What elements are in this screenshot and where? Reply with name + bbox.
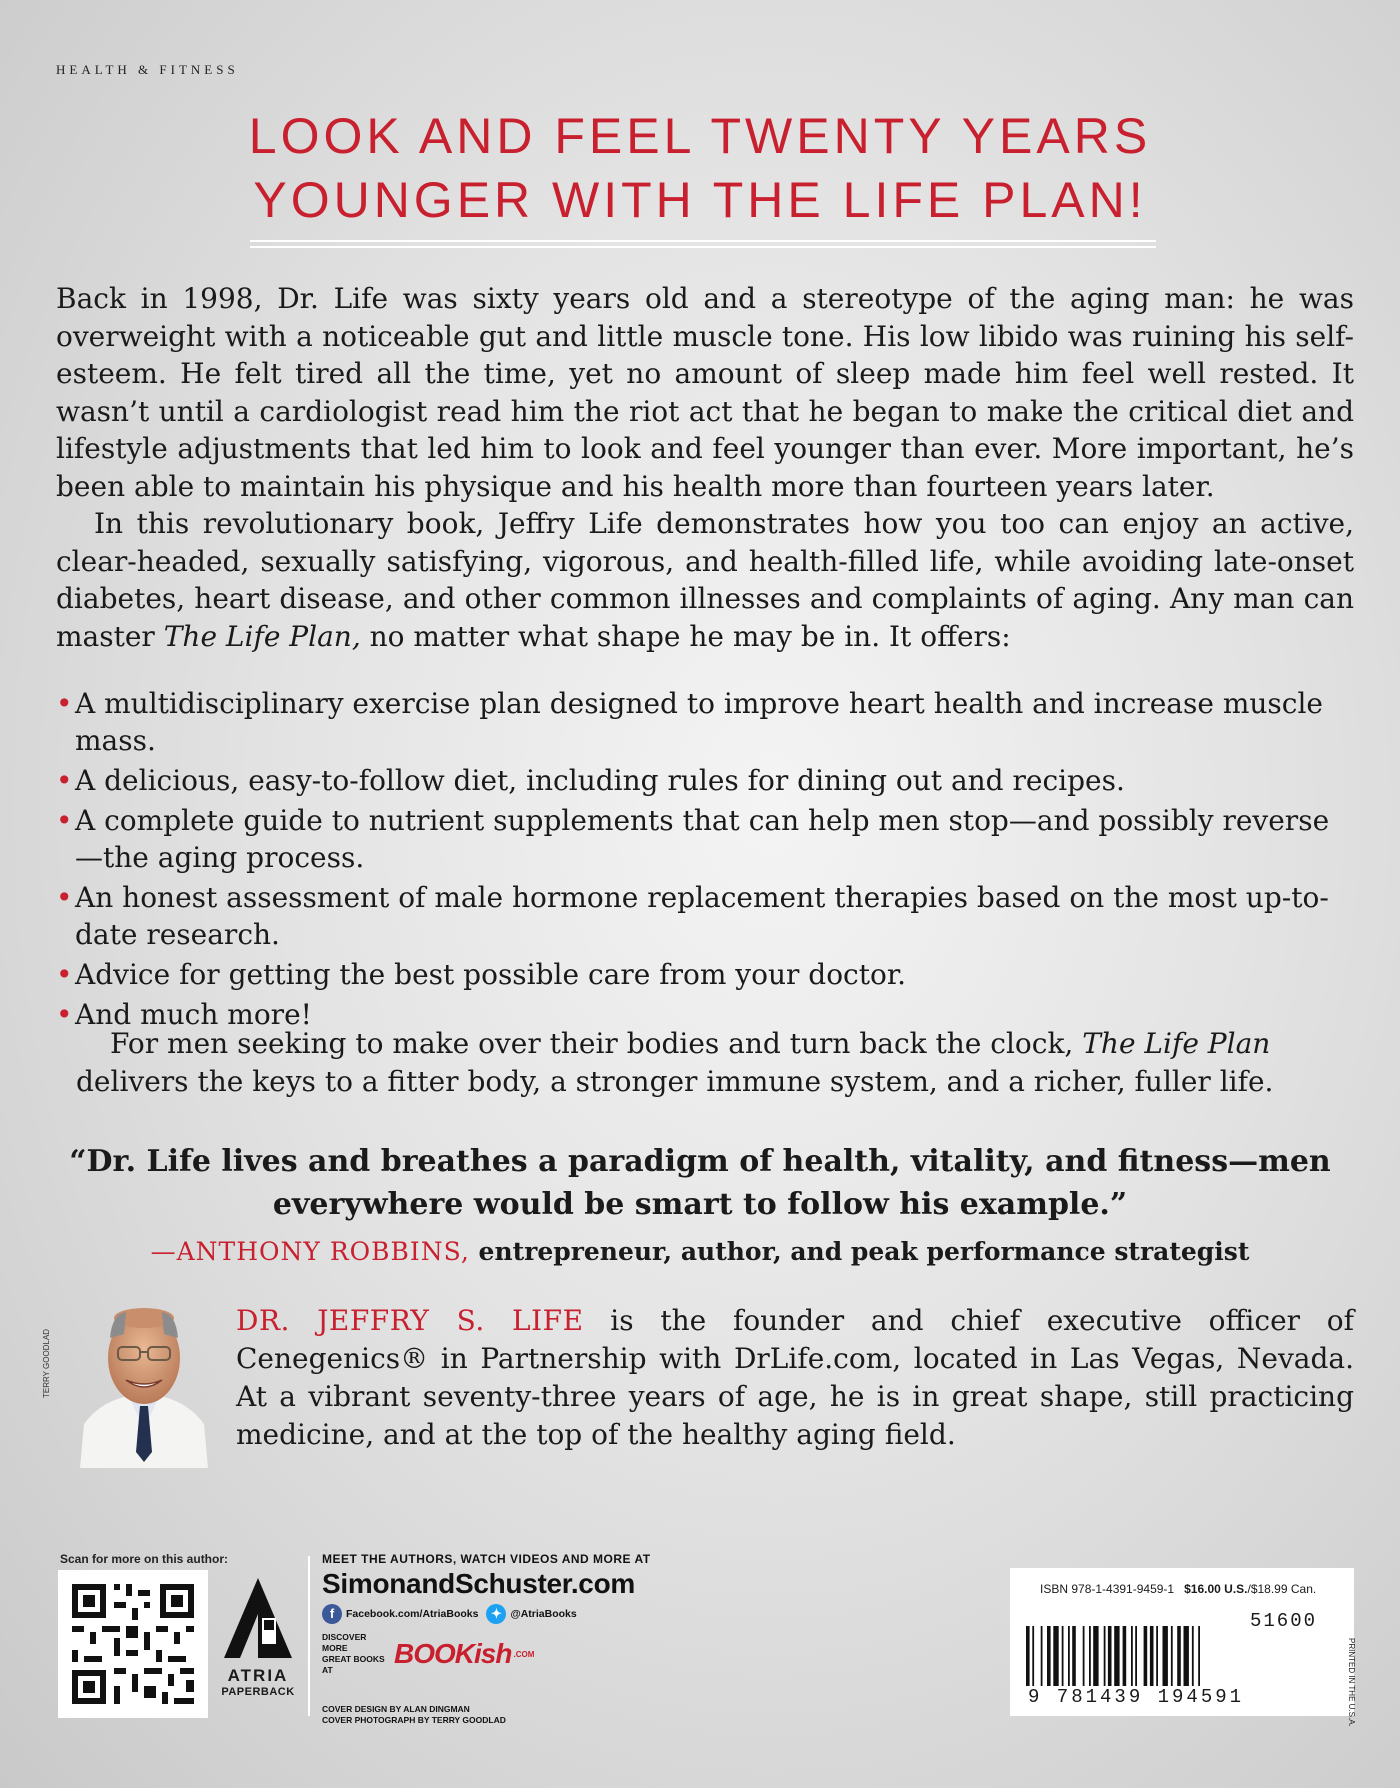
list-item: [56, 802, 1356, 876]
bookish-com: .COM: [513, 1649, 535, 1659]
headline-divider: [250, 240, 1156, 242]
barcode-bar: [1104, 1626, 1106, 1686]
list-item: [56, 879, 1356, 953]
barcode-bar: [1144, 1626, 1148, 1686]
bullet-icon: •: [56, 804, 73, 837]
facebook-link[interactable]: Facebook.com/AtriaBooks: [346, 1608, 479, 1620]
price-code: 51600: [1250, 1610, 1318, 1632]
cover-credits: [322, 1704, 651, 1726]
price-us: $16.00 U.S.: [1184, 1582, 1248, 1596]
bullet-icon: •: [56, 687, 73, 720]
barcode-bar: [1156, 1626, 1158, 1686]
price-can: /$18.99 Can.: [1247, 1582, 1317, 1596]
quote-line-2: everywhere would be smart to follow his example.”: [272, 1187, 1128, 1222]
twitter-link[interactable]: @AtriaBooks: [510, 1608, 577, 1620]
isbn-digits: 9 781439 194591: [1028, 1686, 1245, 1708]
publisher-name: ATRIA: [227, 1666, 289, 1685]
attribution-role: entrepreneur, author, and peak performance strategist: [469, 1237, 1250, 1266]
bullet-icon: •: [56, 881, 73, 914]
website-link[interactable]: SimonandSchuster.com: [322, 1568, 635, 1599]
headline-line-2: YOUNGER WITH THE LIFE PLAN!: [253, 172, 1147, 228]
book-title: The Life Plan: [1082, 1027, 1271, 1060]
barcode-bar: [1177, 1626, 1181, 1686]
headline-line-1: LOOK AND FEEL TWENTY YEARS: [248, 108, 1152, 164]
author-name: DR. JEFFRY S. LIFE: [236, 1304, 584, 1337]
barcode-bar: [1072, 1626, 1076, 1686]
barcode-bar: [1068, 1626, 1070, 1686]
description-paragraph-1: Back in 1998, Dr. Life was sixty years old and a stereotype of the aging man: he was overweight with a noticeable gut and little muscle tone. His low libido was ruining his self-esteem. He felt tired all the time, yet no amount of sleep made him feel well rested. It wasn’t until a cardiologist read him the riot act that he began to make the critical diet and lifestyle adjustments that led him to look and feel younger than ever. More important, he’s been able to maintain his physique and his health more than fourteen years later.: [56, 282, 1354, 503]
cover-photo-credit: COVER PHOTOGRAPH BY TERRY GOODLAD: [322, 1715, 506, 1725]
barcode-bar: [1123, 1626, 1127, 1686]
category-label: HEALTH & FITNESS: [56, 62, 239, 77]
bookish-logo[interactable]: BOOKish: [394, 1638, 512, 1669]
author-bio: [236, 1302, 1354, 1454]
quote-line-1: “Dr. Life lives and breathes a paradigm of health, vitality, and fitness—men: [69, 1144, 1331, 1179]
bullet-icon: •: [56, 764, 73, 797]
photo-credit: TERRY GOODLAD: [42, 1328, 51, 1398]
barcode-bar: [1053, 1626, 1058, 1686]
barcode-bar: [1150, 1626, 1154, 1686]
feature-list: [56, 685, 1356, 1036]
paragraph-text: no matter what shape he may be in. It offers:: [360, 619, 1011, 653]
barcode-bar: [1093, 1626, 1098, 1686]
book-title: The Life Plan,: [163, 619, 361, 653]
atria-logo: [218, 1574, 298, 1704]
list-item-text: And much more!: [75, 998, 312, 1031]
list-item-text: A complete guide to nutrient supplements that can help men stop—and possibly reverse—the aging process.: [75, 804, 1330, 874]
barcode-bar: [1198, 1626, 1200, 1686]
description: [56, 280, 1354, 655]
publisher-links: [322, 1552, 651, 1726]
list-item: [56, 956, 1356, 993]
barcode-bar: [1108, 1626, 1112, 1686]
barcode-panel: [1010, 1568, 1354, 1716]
list-item-text: Advice for getting the best possible care from your doctor.: [75, 958, 907, 991]
barcode-bar: [1131, 1626, 1133, 1686]
list-item-text: A multidisciplinary exercise plan designed to improve heart health and increase muscle mass.: [75, 687, 1323, 757]
barcode-bar: [1089, 1626, 1091, 1686]
facebook-icon[interactable]: f: [322, 1604, 342, 1624]
bookish-promo: [322, 1632, 651, 1676]
barcode-bar: [1032, 1626, 1034, 1686]
list-item-text: A delicious, easy-to-follow diet, including rules for dining out and recipes.: [75, 764, 1125, 797]
barcode-bar: [1026, 1626, 1030, 1686]
qr-code-icon: [58, 1570, 208, 1718]
barcode-bar: [1184, 1626, 1189, 1686]
twitter-icon[interactable]: ✦: [486, 1604, 506, 1624]
barcode: [1018, 1626, 1348, 1686]
atria-logo-icon: [218, 1574, 298, 1660]
isbn-text: ISBN 978-1-4391-9459-1: [1040, 1582, 1175, 1596]
barcode-bar: [1062, 1626, 1064, 1686]
list-item: [56, 685, 1356, 759]
isbn-price-line: [1040, 1582, 1316, 1596]
meet-authors-text: MEET THE AUTHORS, WATCH VIDEOS AND MORE AT: [322, 1552, 651, 1566]
barcode-bar: [1047, 1626, 1051, 1686]
bullet-icon: •: [56, 958, 73, 991]
paragraph-text: delivers the keys to a fitter body, a stronger immune system, and a richer, fuller life.: [76, 1064, 1274, 1098]
cover-design-credit: COVER DESIGN BY ALAN DINGMAN: [322, 1704, 470, 1714]
list-item-text: An honest assessment of male hormone replacement therapies based on the most up-to-date research.: [75, 881, 1329, 951]
discover-text: [322, 1632, 394, 1676]
barcode-bar: [1114, 1626, 1119, 1686]
paragraph-text: For men seeking to make over their bodies and turn back the clock,: [110, 1027, 1083, 1060]
list-item: [56, 762, 1356, 799]
description-paragraph-2: [56, 505, 1354, 655]
discover-line-2: GREAT BOOKS AT: [322, 1654, 385, 1675]
publisher-imprint: PAPERBACK: [221, 1686, 295, 1698]
author-photo: [70, 1162, 218, 1468]
qr-code[interactable]: [58, 1570, 208, 1718]
barcode-bar: [1163, 1626, 1168, 1686]
printed-in: PRINTED IN THE U.S.A.: [1347, 1638, 1356, 1727]
paragraph-text: In this revolutionary book, Jeffry Life demonstrates how you too can enjoy an active, clear-headed, sexually satisfying, vigorous, and health-filled life, while avoiding late-onset diabetes, heart disease, and other common illnesses and complaints of aging. Any man can master: [56, 507, 1354, 653]
social-links: [322, 1604, 651, 1624]
closing-paragraph: [76, 1025, 1356, 1100]
footer-divider: [308, 1556, 310, 1716]
barcode-bar: [1041, 1626, 1043, 1686]
discover-line-1: DISCOVER MORE: [322, 1632, 367, 1653]
barcode-bar: [1083, 1626, 1085, 1686]
bullet-icon: •: [56, 998, 73, 1031]
barcode-bar: [1135, 1626, 1137, 1686]
attribution-name: —ANTHONY ROBBINS,: [150, 1237, 470, 1266]
scan-label: Scan for more on this author:: [60, 1552, 229, 1566]
headline-divider: [250, 246, 1156, 248]
barcode-bar: [1192, 1626, 1194, 1686]
barcode-bar: [1171, 1626, 1173, 1686]
headline: [0, 104, 1400, 232]
bio-text: is the founder and chief executive officer of Cenegenics® in Partnership with DrLife.com, located in Las Vegas, Nevada. At a vibrant seventy-three years of age, he is in great shape, still practicing medicine, and at the top of the healthy aging field.: [236, 1304, 1355, 1451]
